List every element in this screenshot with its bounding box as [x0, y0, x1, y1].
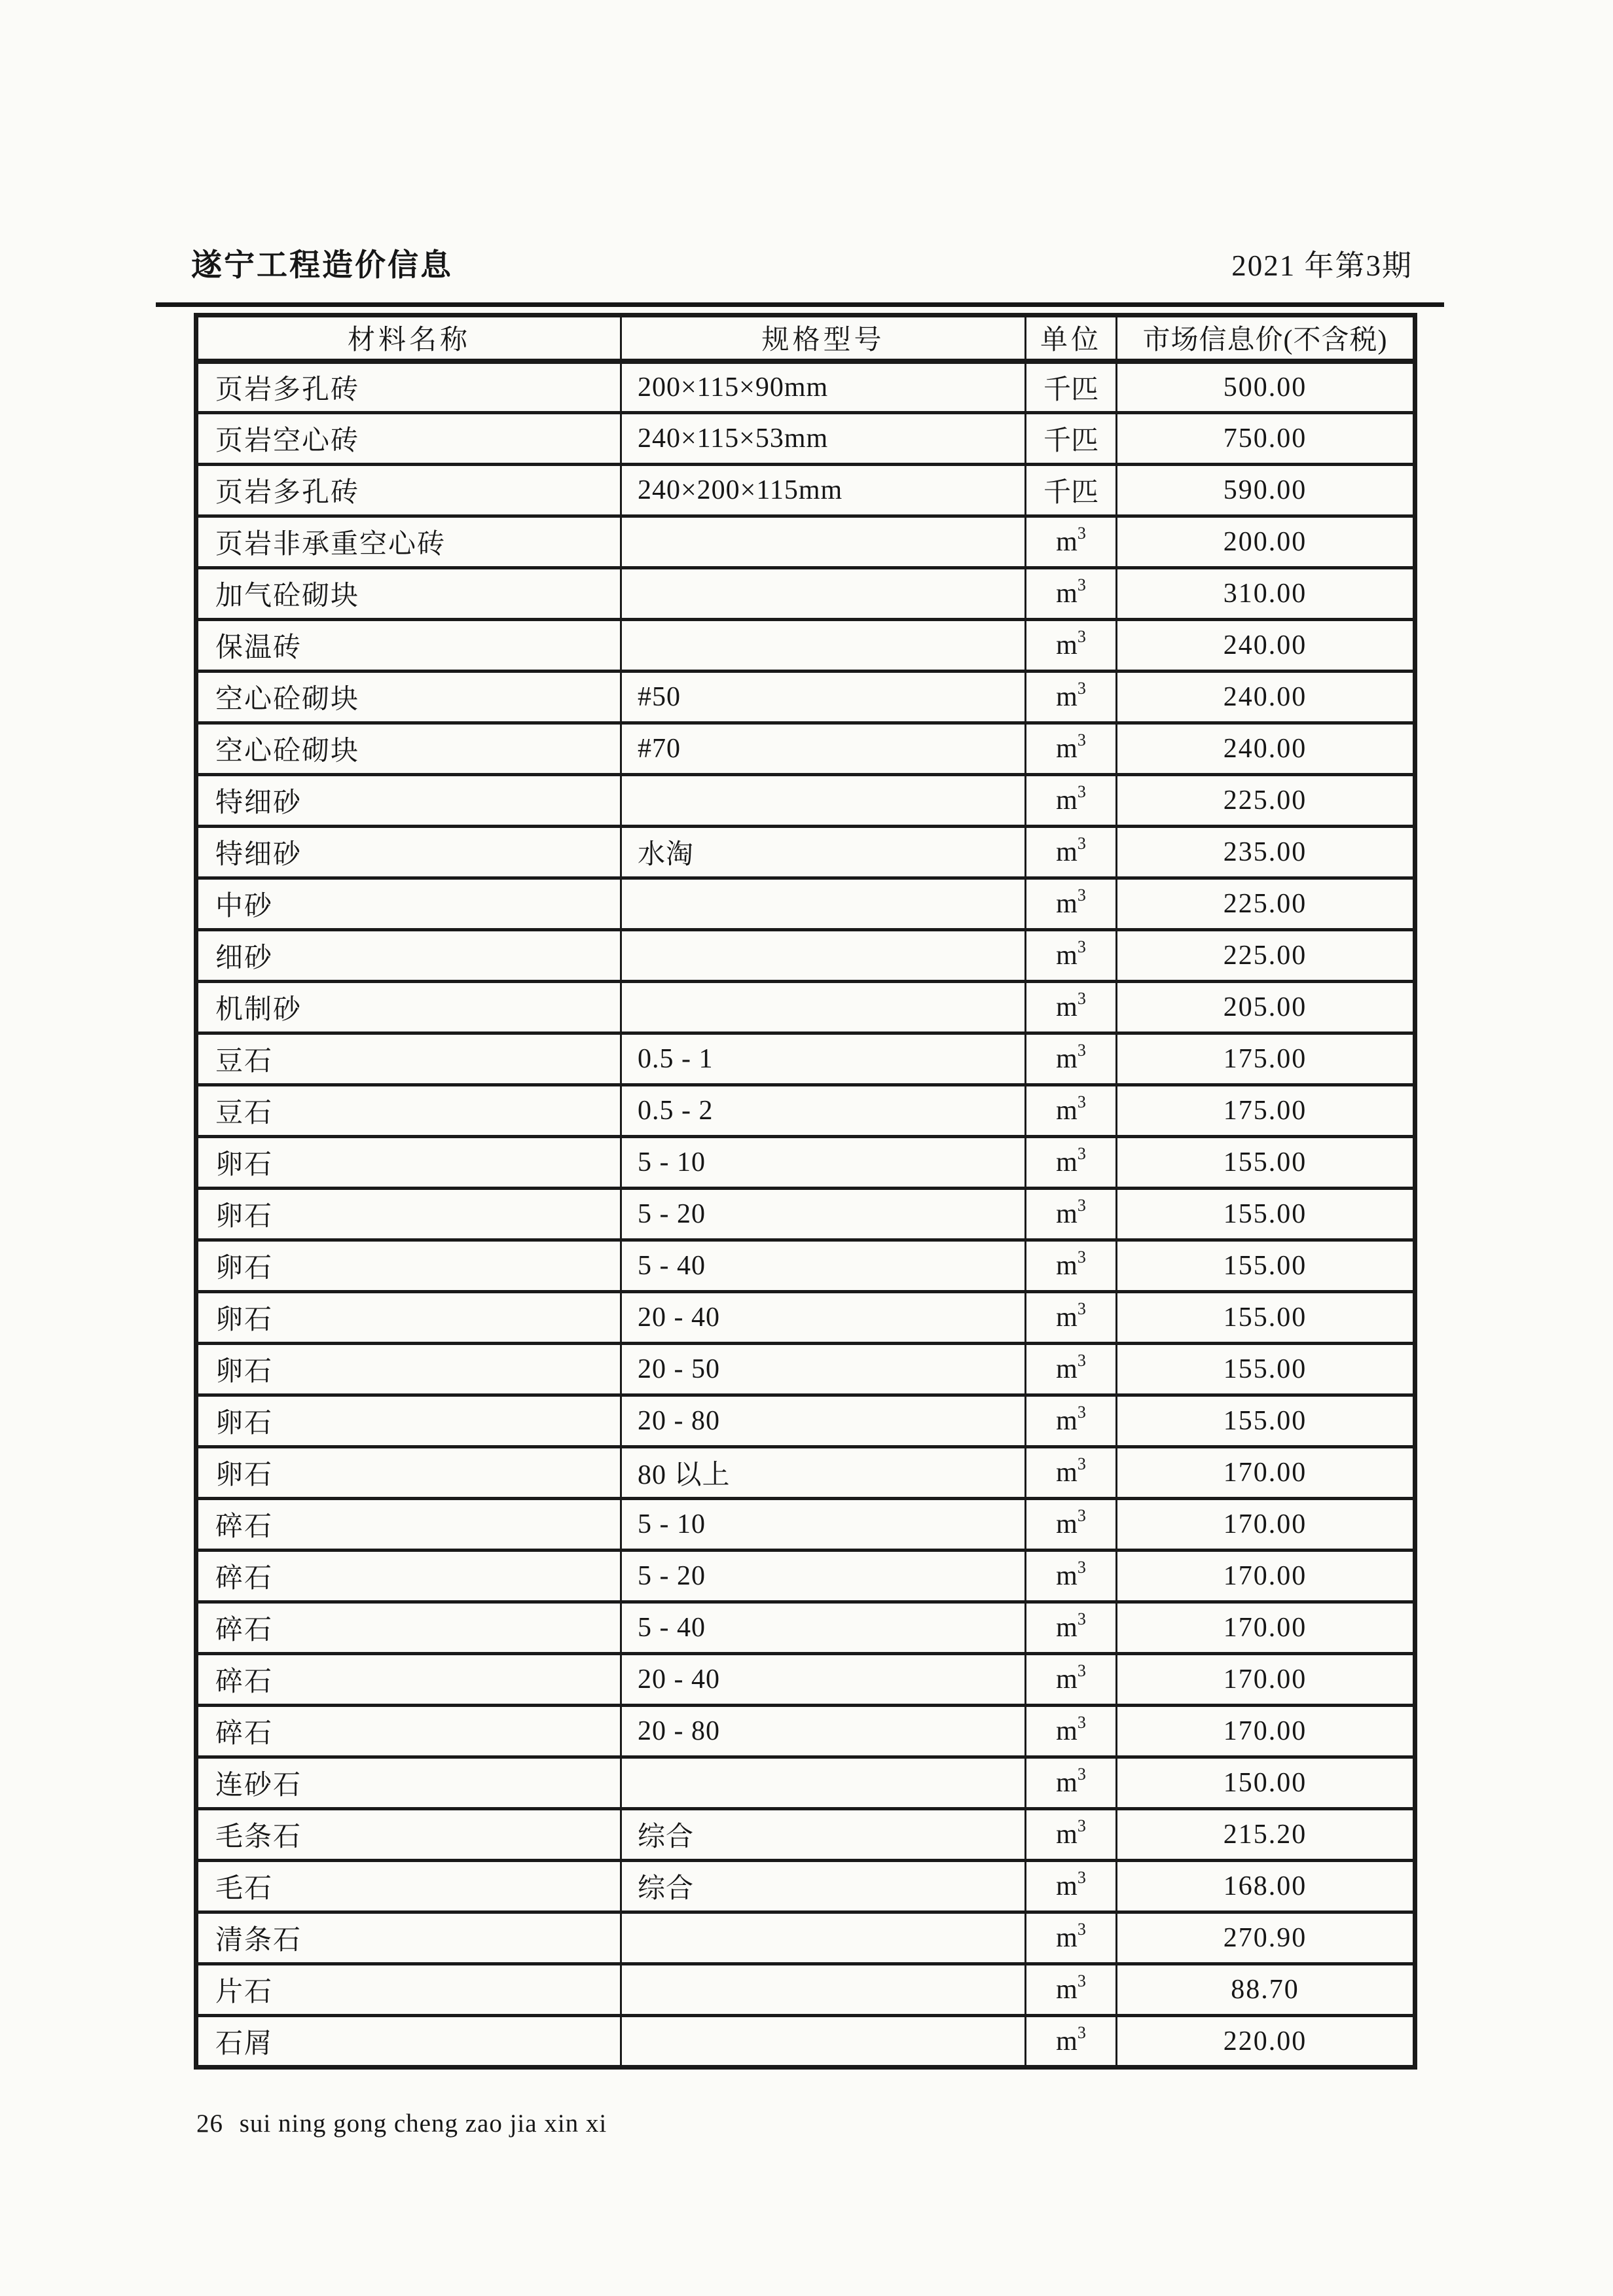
price-table-body: [196, 361, 1415, 2068]
price-cell: 240.00: [1117, 723, 1415, 775]
spec-model-cell: [621, 1757, 1026, 1809]
unit-cell: $m^3$: [1026, 1654, 1117, 1706]
spec-model-cell: 水淘: [621, 827, 1026, 878]
material-name-cell: 卵石: [196, 1447, 621, 1499]
price-cell: 500.00: [1117, 361, 1415, 413]
spec-model-cell: [621, 930, 1026, 982]
price-cell: 170.00: [1117, 1499, 1415, 1551]
price-cell: 215.20: [1117, 1809, 1415, 1861]
price-cell: 205.00: [1117, 982, 1415, 1033]
price-cell: 175.00: [1117, 1033, 1415, 1085]
unit-cell: $m^3$: [1026, 1602, 1117, 1654]
material-name-cell: 毛石: [196, 1861, 621, 1912]
spec-model-cell: [621, 2016, 1026, 2068]
spec-model-cell: 200×115×90mm: [621, 361, 1026, 413]
material-name-cell: 清条石: [196, 1912, 621, 1964]
spec-model-cell: 0.5 - 1: [621, 1033, 1026, 1085]
issue-label: 2021 年第3期: [1231, 249, 1413, 282]
spec-model-cell: [621, 1964, 1026, 2016]
material-name-cell: 页岩多孔砖: [196, 361, 621, 413]
unit-cell: $m^3$: [1026, 1240, 1117, 1292]
spec-model-cell: 5 - 10: [621, 1499, 1026, 1551]
price-cell: 170.00: [1117, 1447, 1415, 1499]
material-name-cell: 页岩非承重空心砖: [196, 516, 621, 568]
page-header: [191, 241, 1413, 285]
table-row: [196, 2016, 1415, 2068]
material-name-cell: 页岩多孔砖: [196, 465, 621, 516]
material-name-cell: 特细砂: [196, 827, 621, 878]
price-cell: 240.00: [1117, 672, 1415, 723]
price-cell: 590.00: [1117, 465, 1415, 516]
spec-model-cell: [621, 878, 1026, 930]
unit-cell: $m^3$: [1026, 1344, 1117, 1395]
unit-cell: $m^3$: [1026, 1809, 1117, 1861]
unit-cell: $m^3$: [1026, 1551, 1117, 1602]
material-name-cell: 片石: [196, 1964, 621, 2016]
table-row: [196, 723, 1415, 775]
material-name-cell: 空心砼砌块: [196, 672, 621, 723]
column-header-market-price: 市场信息价(不含税): [1117, 315, 1415, 361]
unit-cell: $m^3$: [1026, 775, 1117, 827]
price-cell: 88.70: [1117, 1964, 1415, 2016]
material-name-cell: 卵石: [196, 1240, 621, 1292]
unit-cell: $m^3$: [1026, 672, 1117, 723]
material-name-cell: 豆石: [196, 1033, 621, 1085]
unit-cell: 千匹: [1026, 361, 1117, 413]
spec-model-cell: 5 - 20: [621, 1551, 1026, 1602]
table-row: [196, 1964, 1415, 2016]
spec-model-cell: 5 - 40: [621, 1602, 1026, 1654]
unit-cell: $m^3$: [1026, 878, 1117, 930]
price-cell: 310.00: [1117, 568, 1415, 620]
spec-model-cell: [621, 775, 1026, 827]
unit-cell: $m^3$: [1026, 1085, 1117, 1137]
spec-model-cell: 综合: [621, 1809, 1026, 1861]
material-name-cell: 卵石: [196, 1137, 621, 1189]
material-name-cell: 卵石: [196, 1395, 621, 1447]
table-row: [196, 878, 1415, 930]
material-name-cell: 碎石: [196, 1551, 621, 1602]
spec-model-cell: [621, 1912, 1026, 1964]
material-name-cell: 机制砂: [196, 982, 621, 1033]
price-cell: 170.00: [1117, 1602, 1415, 1654]
price-cell: 170.00: [1117, 1706, 1415, 1757]
price-cell: 175.00: [1117, 1085, 1415, 1137]
spec-model-cell: 20 - 80: [621, 1706, 1026, 1757]
material-name-cell: 碎石: [196, 1706, 621, 1757]
page-footer: [196, 2109, 607, 2138]
material-name-cell: 卵石: [196, 1344, 621, 1395]
table-row: [196, 413, 1415, 465]
material-name-cell: 卵石: [196, 1189, 621, 1240]
price-cell: 155.00: [1117, 1395, 1415, 1447]
price-cell: 200.00: [1117, 516, 1415, 568]
table-row: [196, 1395, 1415, 1447]
unit-cell: $m^3$: [1026, 1189, 1117, 1240]
unit-cell: $m^3$: [1026, 2016, 1117, 2068]
material-name-cell: 连砂石: [196, 1757, 621, 1809]
material-name-cell: 空心砼砌块: [196, 723, 621, 775]
unit-cell: $m^3$: [1026, 620, 1117, 672]
unit-cell: $m^3$: [1026, 1706, 1117, 1757]
spec-model-cell: [621, 982, 1026, 1033]
header-divider: [156, 302, 1444, 307]
unit-cell: $m^3$: [1026, 568, 1117, 620]
price-cell: 240.00: [1117, 620, 1415, 672]
table-row: [196, 516, 1415, 568]
table-row: [196, 775, 1415, 827]
spec-model-cell: #70: [621, 723, 1026, 775]
material-name-cell: 碎石: [196, 1654, 621, 1706]
unit-cell: $m^3$: [1026, 1912, 1117, 1964]
spec-model-cell: #50: [621, 672, 1026, 723]
table-header-row: [196, 315, 1415, 361]
spec-model-cell: 5 - 40: [621, 1240, 1026, 1292]
price-cell: 235.00: [1117, 827, 1415, 878]
table-row: [196, 1654, 1415, 1706]
price-cell: 225.00: [1117, 878, 1415, 930]
unit-cell: $m^3$: [1026, 1292, 1117, 1344]
spec-model-cell: 20 - 40: [621, 1654, 1026, 1706]
table-row: [196, 1551, 1415, 1602]
table-row: [196, 568, 1415, 620]
spec-model-cell: 5 - 20: [621, 1189, 1026, 1240]
spec-model-cell: 0.5 - 2: [621, 1085, 1026, 1137]
spec-model-cell: [621, 620, 1026, 672]
unit-cell: 千匹: [1026, 465, 1117, 516]
price-cell: 225.00: [1117, 930, 1415, 982]
unit-cell: $m^3$: [1026, 1447, 1117, 1499]
material-name-cell: 碎石: [196, 1602, 621, 1654]
material-name-cell: 卵石: [196, 1292, 621, 1344]
spec-model-cell: 20 - 80: [621, 1395, 1026, 1447]
table-row: [196, 1085, 1415, 1137]
table-row: [196, 982, 1415, 1033]
unit-cell: $m^3$: [1026, 723, 1117, 775]
spec-model-cell: [621, 516, 1026, 568]
price-cell: 155.00: [1117, 1292, 1415, 1344]
unit-cell: $m^3$: [1026, 1861, 1117, 1912]
unit-cell: $m^3$: [1026, 1499, 1117, 1551]
material-name-cell: 中砂: [196, 878, 621, 930]
price-cell: 150.00: [1117, 1757, 1415, 1809]
material-name-cell: 加气砼砌块: [196, 568, 621, 620]
unit-cell: $m^3$: [1026, 1137, 1117, 1189]
spec-model-cell: 240×115×53mm: [621, 413, 1026, 465]
price-cell: 170.00: [1117, 1654, 1415, 1706]
table-row: [196, 1189, 1415, 1240]
unit-cell: $m^3$: [1026, 1395, 1117, 1447]
table-row: [196, 1292, 1415, 1344]
table-row: [196, 1757, 1415, 1809]
column-header-spec-model: 规格型号: [621, 315, 1026, 361]
spec-model-cell: [621, 568, 1026, 620]
footer-pinyin-title: sui ning gong cheng zao jia xin xi: [239, 2109, 607, 2138]
spec-model-cell: 20 - 40: [621, 1292, 1026, 1344]
column-header-unit: 单位: [1026, 315, 1117, 361]
table-row: [196, 1809, 1415, 1861]
table-row: [196, 1499, 1415, 1551]
material-name-cell: 毛条石: [196, 1809, 621, 1861]
price-cell: 270.90: [1117, 1912, 1415, 1964]
material-name-cell: 页岩空心砖: [196, 413, 621, 465]
price-cell: 168.00: [1117, 1861, 1415, 1912]
unit-cell: $m^3$: [1026, 982, 1117, 1033]
table-row: [196, 827, 1415, 878]
material-price-table: [194, 313, 1417, 2070]
material-name-cell: 细砂: [196, 930, 621, 982]
table-row: [196, 1861, 1415, 1912]
price-cell: 750.00: [1117, 413, 1415, 465]
table-row: [196, 1033, 1415, 1085]
page-number: 26: [196, 2109, 223, 2138]
table-row: [196, 620, 1415, 672]
price-cell: 225.00: [1117, 775, 1415, 827]
price-cell: 155.00: [1117, 1137, 1415, 1189]
table-row: [196, 1447, 1415, 1499]
price-cell: 170.00: [1117, 1551, 1415, 1602]
unit-cell: $m^3$: [1026, 827, 1117, 878]
table-row: [196, 1706, 1415, 1757]
spec-model-cell: 5 - 10: [621, 1137, 1026, 1189]
spec-model-cell: 240×200×115mm: [621, 465, 1026, 516]
material-name-cell: 保温砖: [196, 620, 621, 672]
material-name-cell: 石屑: [196, 2016, 621, 2068]
unit-cell: $m^3$: [1026, 1757, 1117, 1809]
table-row: [196, 1344, 1415, 1395]
table-row: [196, 1912, 1415, 1964]
price-cell: 220.00: [1117, 2016, 1415, 2068]
table-row: [196, 672, 1415, 723]
material-name-cell: 碎石: [196, 1499, 621, 1551]
material-name-cell: 特细砂: [196, 775, 621, 827]
table-row: [196, 930, 1415, 982]
doc-title: 遂宁工程造价信息: [191, 249, 453, 283]
price-cell: 155.00: [1117, 1189, 1415, 1240]
column-header-material-name: 材料名称: [196, 315, 621, 361]
unit-cell: $m^3$: [1026, 1964, 1117, 2016]
table-row: [196, 1602, 1415, 1654]
unit-cell: $m^3$: [1026, 930, 1117, 982]
table-row: [196, 1240, 1415, 1292]
material-name-cell: 豆石: [196, 1085, 621, 1137]
unit-cell: $m^3$: [1026, 516, 1117, 568]
spec-model-cell: 综合: [621, 1861, 1026, 1912]
spec-model-cell: 80 以上: [621, 1447, 1026, 1499]
table-row: [196, 1137, 1415, 1189]
unit-cell: 千匹: [1026, 413, 1117, 465]
spec-model-cell: 20 - 50: [621, 1344, 1026, 1395]
table-row: [196, 361, 1415, 413]
price-cell: 155.00: [1117, 1240, 1415, 1292]
unit-cell: $m^3$: [1026, 1033, 1117, 1085]
price-cell: 155.00: [1117, 1344, 1415, 1395]
table-row: [196, 465, 1415, 516]
